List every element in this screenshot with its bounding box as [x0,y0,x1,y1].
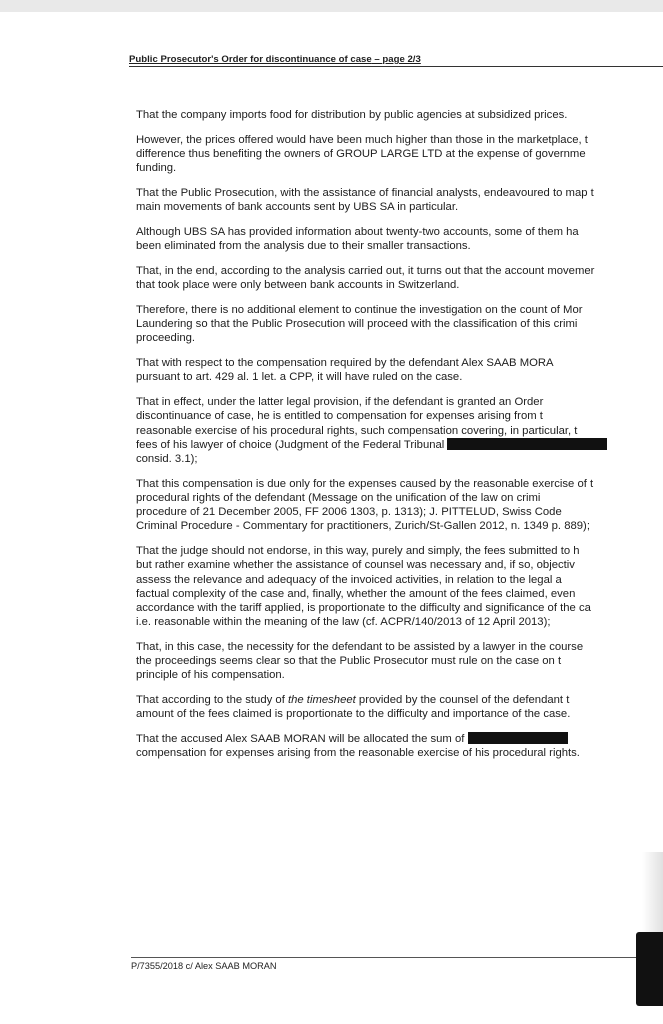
document-body [136,108,663,771]
paragraph-13 [136,732,663,760]
text-line: but rather examine whether the assistance of counsel was necessary and, if so, objectiv [136,559,575,572]
text-line: Therefore, there is no additional element to continue the investigation on the count of Mor [136,304,583,316]
paragraph-2 [136,133,663,176]
text-line: That the Public Prosecution, with the assistance of financial analysts, endeavoured to map t [136,187,594,199]
text-line: factual complexity of the case and, finally, whether the amount of the fees claimed, even [136,587,576,600]
text-line: proceeding. [136,332,196,345]
italic-term: the timesheet [287,694,356,707]
paragraph-12 [136,693,663,721]
document-page [0,12,663,1024]
text-fragment: That the accused Alex SAAB MORAN will be allocated the sum of [136,733,465,746]
page-footer [131,957,663,971]
text-line: reasonable exercise of his procedural rights, such compensation covering, in particular, t [136,424,578,437]
text-line: funding. [136,162,177,175]
text-fragment: provided by the counsel of the defendant t [355,694,570,707]
text-line: That the company imports food for distribution by public agencies at subsidized prices. [136,109,568,121]
paragraph-1 [136,108,663,122]
text-line: Although UBS SA has provided information about twenty-two accounts, some of them ha [136,226,579,238]
text-line: assess the relevance and adequacy of the invoiced activities, in relation to the legal a [136,573,562,586]
paragraph-4 [136,225,663,253]
scan-edge-tab [636,932,663,1006]
text-line: That the judge should not endorse, in this way, purely and simply, the fees submitted to h [136,545,580,558]
text-line [136,438,663,452]
text-line: discontinuance of case, he is entitled to compensation for expenses arising from t [136,410,543,423]
text-fragment: fees of his lawyer of choice (Judgment of the Federal Tribunal [136,438,445,451]
text-line: principle of his compensation. [136,669,285,682]
text-line: procedure of 21 December 2005, FF 2006 1303, p. 1313); J. PITTELUD, Swiss Code [136,506,562,519]
paragraph-8 [136,395,663,466]
text-line: That, in this case, the necessity for the defendant to be assisted by a lawyer in the course [136,641,584,654]
text-line: However, the prices offered would have been much higher than those in the marketplace, t [136,133,588,146]
text-line: i.e. reasonable within the meaning of the law (cf. ACPR/140/2013 of 12 April 2013); [136,616,551,629]
paragraph-5 [136,264,663,292]
text-line: That this compensation is due only for the expenses caused by the reasonable exercise of t [136,477,594,490]
text-line: main movements of bank accounts sent by UBS SA in particular. [136,201,459,214]
text-line: that took place were only between bank accounts in Switzerland. [136,279,460,292]
text-line: accordance with the tariff applied, is proportionate to the difficulty and significance of the ca [136,602,591,615]
redaction-block [468,732,568,744]
header-title: Public Prosecutor's Order for discontinuance of case [129,54,372,65]
header-page-number: page 2/3 [382,54,421,65]
text-line: procedural rights of the defendant (Message on the unification of the law on crimi [136,492,541,505]
text-line: That with respect to the compensation required by the defendant Alex SAAB MORA [136,357,554,370]
text-line: compensation for expenses arising from the reasonable exercise of his procedural rights. [136,747,580,760]
text-line: consid. 3.1); [136,453,198,466]
text-line: That in effect, under the latter legal provision, if the defendant is granted an Order [136,396,544,409]
text-line [136,732,663,746]
text-line [136,693,663,707]
text-line: been eliminated from the analysis due to their smaller transactions. [136,240,471,253]
paragraph-10 [136,544,663,629]
paragraph-3 [136,186,663,214]
paragraph-7 [136,356,663,384]
text-line: amount of the fees claimed is proportionate to the difficulty and importance of the case. [136,708,571,721]
text-line: difference thus benefiting the owners of GROUP LARGE LTD at the expense of governme [136,148,586,160]
text-line: Criminal Procedure - Commentary for practitioners, Zurich/St-Gallen 2012, n. 1349 p. 889); [136,520,590,533]
text-line: Laundering so that the Public Prosecution will proceed with the classification of this crimi [136,318,578,331]
text-line: That, in the end, according to the analysis carried out, it turns out that the account movemer [136,265,595,277]
paragraph-6 [136,303,663,346]
text-line: the proceedings seems clear so that the Public Prosecutor must rule on the case on t [136,655,562,668]
case-reference: P/7355/2018 c/ Alex SAAB MORAN [131,961,277,971]
text-line: pursuant to art. 429 al. 1 let. a CPP, it will have ruled on the case. [136,371,463,384]
text-fragment: That according to the study of [136,694,288,707]
page-header: Public Prosecutor's Order for discontinuance of case – page 2/3 [129,54,663,67]
redaction-block [447,438,607,450]
paragraph-9 [136,477,663,534]
paragraph-11 [136,640,663,683]
